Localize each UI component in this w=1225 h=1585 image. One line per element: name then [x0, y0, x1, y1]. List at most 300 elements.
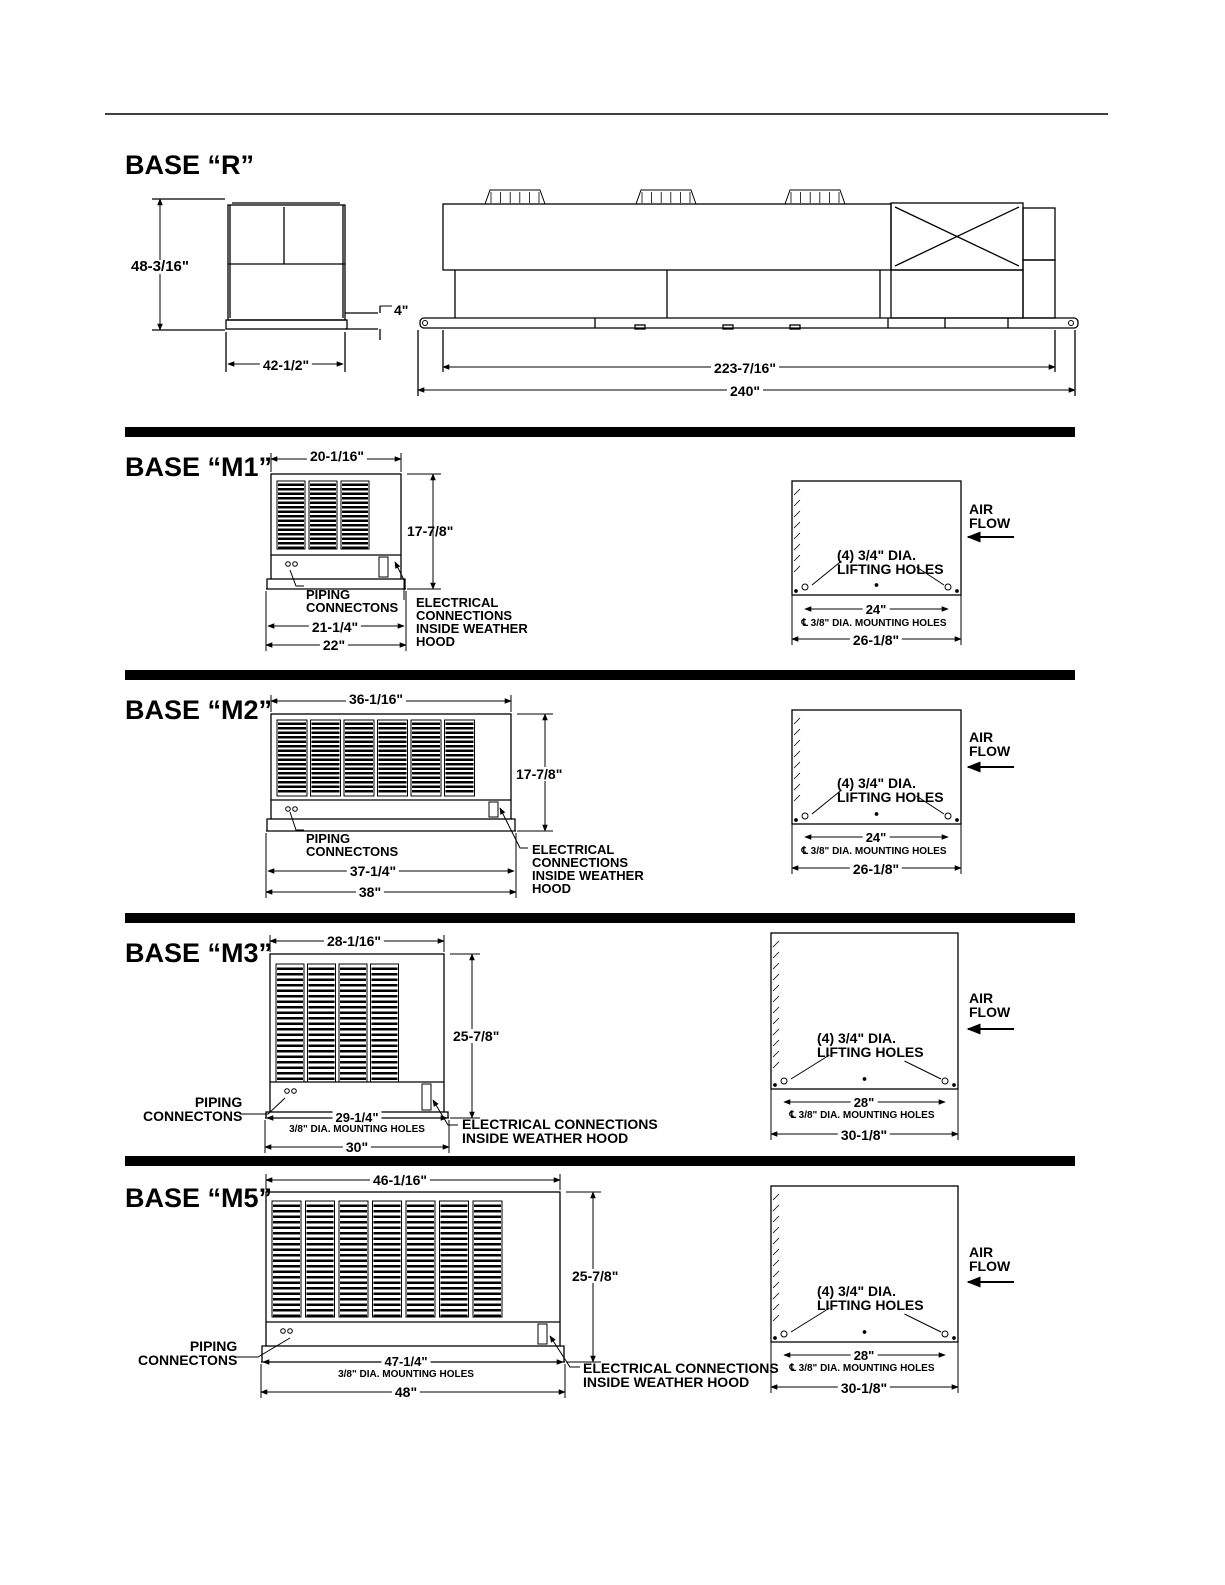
- grille-slat: [340, 1271, 367, 1274]
- hatch-mark: [773, 1216, 779, 1222]
- grille-slat: [307, 1315, 334, 1318]
- hatch-mark: [794, 784, 800, 790]
- m1-side-mounting: ℄ 3/8" DIA. MOUNTING HOLES: [801, 618, 947, 629]
- grille-slat: [278, 488, 304, 491]
- grille-slat: [407, 1260, 434, 1263]
- grille-slat: [446, 781, 474, 784]
- grille-slat: [342, 533, 368, 536]
- grille-slat: [273, 1282, 300, 1285]
- section-title-m3: BASE “M3”: [125, 938, 273, 968]
- grille-slat: [277, 990, 303, 993]
- grille-slat: [340, 1282, 367, 1285]
- grille-slat: [374, 1254, 401, 1257]
- grille-slat: [340, 1023, 366, 1026]
- grille-slat: [310, 515, 336, 518]
- grille-slat: [379, 754, 407, 757]
- grille-slat: [310, 547, 336, 550]
- grille-slat: [441, 1260, 468, 1263]
- m5-airflow-label: AIR FLOW: [969, 1244, 1011, 1274]
- grille-slat: [340, 1227, 367, 1230]
- grille-slat: [277, 1050, 303, 1053]
- hatch-mark: [794, 566, 800, 572]
- grille-slat: [340, 1216, 367, 1219]
- grille-slat: [307, 1205, 334, 1208]
- grille-slat: [407, 1221, 434, 1224]
- hatch-mark: [794, 500, 800, 506]
- grille-slat: [340, 1001, 366, 1004]
- grille-slat: [379, 745, 407, 748]
- grille-slat: [273, 1227, 300, 1230]
- grille-slat: [273, 1243, 300, 1246]
- grille-slat: [474, 1249, 501, 1252]
- grille-slat: [340, 1232, 367, 1235]
- grille-slat: [446, 727, 474, 730]
- grille-slat: [340, 1304, 367, 1307]
- hatch-mark: [773, 1018, 779, 1024]
- grille-slat: [446, 768, 474, 771]
- grille-slat: [342, 506, 368, 509]
- fan-guard: [785, 190, 845, 204]
- grille-slat: [441, 1232, 468, 1235]
- grille-slat: [307, 1210, 334, 1213]
- divider-bar: [125, 427, 1075, 437]
- grille-column: [277, 720, 307, 796]
- lifting-leader: [905, 1314, 942, 1332]
- grille-slat: [474, 1298, 501, 1301]
- corner-dot: [956, 819, 958, 821]
- grille-slat: [312, 790, 340, 793]
- grille-slat: [307, 1282, 334, 1285]
- grille-slat: [307, 1271, 334, 1274]
- grille-slat: [345, 723, 373, 726]
- grille-slat: [312, 754, 340, 757]
- grille-slat: [278, 533, 304, 536]
- grille-slat: [407, 1216, 434, 1219]
- center-dot: [875, 813, 877, 815]
- grille-slat: [407, 1265, 434, 1268]
- grille-slat: [277, 984, 303, 987]
- grille-slat: [309, 1072, 335, 1075]
- grille-slat: [310, 542, 336, 545]
- grille-slat: [307, 1265, 334, 1268]
- divider-bar: [125, 913, 1075, 923]
- grille-slat: [273, 1249, 300, 1252]
- section-title-r: BASE “R”: [125, 150, 255, 180]
- grille-slat: [407, 1232, 434, 1235]
- grille-slat: [277, 1034, 303, 1037]
- grille-slat: [312, 777, 340, 780]
- grille-slat: [278, 529, 304, 532]
- grille-slat: [474, 1243, 501, 1246]
- grille-slat: [340, 995, 366, 998]
- grille-slat: [273, 1210, 300, 1213]
- center-dot: [863, 1078, 865, 1080]
- grille-slat: [340, 1287, 367, 1290]
- lifting-hole: [802, 584, 808, 590]
- grille-slat: [277, 1006, 303, 1009]
- m2-side-overall: 26-1/8": [850, 862, 902, 876]
- grille-slat: [307, 1243, 334, 1246]
- grille-slat: [379, 763, 407, 766]
- grille-slat: [441, 1227, 468, 1230]
- hatch-mark: [794, 740, 800, 746]
- hatch-mark: [773, 952, 779, 958]
- side-outline: [771, 933, 958, 1089]
- grille-slat: [307, 1287, 334, 1290]
- grille-slat: [474, 1315, 501, 1318]
- grille-slat: [342, 484, 368, 487]
- grille-slat: [412, 781, 440, 784]
- grille-slat: [312, 723, 340, 726]
- grille-slat: [307, 1309, 334, 1312]
- rail-notch: [790, 325, 800, 329]
- grille-slat: [277, 1072, 303, 1075]
- lifting-hole: [945, 813, 951, 819]
- grille-slat: [340, 1061, 366, 1064]
- grille-slat: [309, 1067, 335, 1070]
- grille-slat: [342, 497, 368, 500]
- grille-slat: [374, 1232, 401, 1235]
- grille-slat: [446, 786, 474, 789]
- grille-slat: [310, 529, 336, 532]
- hatch-mark: [773, 963, 779, 969]
- hatch-mark: [794, 522, 800, 528]
- grille-slat: [474, 1309, 501, 1312]
- grille-slat: [309, 1078, 335, 1081]
- grille-slat: [446, 745, 474, 748]
- m2-side-mounting: ℄ 3/8" DIA. MOUNTING HOLES: [801, 846, 947, 857]
- grille-slat: [374, 1315, 401, 1318]
- grille-slat: [446, 754, 474, 757]
- grille-slat: [412, 790, 440, 793]
- grille-slat: [312, 759, 340, 762]
- grille-slat: [374, 1271, 401, 1274]
- grille-slat: [277, 1056, 303, 1059]
- grille-slat: [340, 1045, 366, 1048]
- grille-slat: [374, 1216, 401, 1219]
- grille-slat: [379, 772, 407, 775]
- grille-slat: [278, 745, 306, 748]
- r-base-rail: [420, 318, 1078, 328]
- grille-slat: [474, 1227, 501, 1230]
- base-skirt: [267, 819, 515, 831]
- grille-slat: [441, 1304, 468, 1307]
- grille-slat: [309, 1039, 335, 1042]
- grille-slat: [278, 547, 304, 550]
- grille-slat: [446, 741, 474, 744]
- grille-slat: [441, 1221, 468, 1224]
- grille-slat: [407, 1276, 434, 1279]
- grille-slat: [340, 1017, 366, 1020]
- r-lower-hood: [1023, 260, 1055, 318]
- grille-slat: [340, 990, 366, 993]
- grille-slat: [345, 768, 373, 771]
- lifting-hole: [945, 584, 951, 590]
- dim-m3-mount: 29-1/4": [332, 1111, 381, 1125]
- lifting-hole: [781, 1078, 787, 1084]
- grille-slat: [441, 1254, 468, 1257]
- grille-slat: [379, 750, 407, 753]
- dim-m5-overall: 48": [392, 1385, 420, 1399]
- grille-slat: [278, 768, 306, 771]
- grille-slat: [307, 1249, 334, 1252]
- piping-hole: [293, 807, 298, 812]
- grille-slat: [374, 1205, 401, 1208]
- grille-slat: [278, 732, 306, 735]
- dim-m2-top: 36-1/16": [346, 692, 406, 706]
- grille-slat: [340, 1276, 367, 1279]
- corner-dot: [795, 819, 797, 821]
- grille-slat: [277, 995, 303, 998]
- grille-slat: [273, 1205, 300, 1208]
- grille-slat: [309, 1012, 335, 1015]
- hatch-mark: [773, 1238, 779, 1244]
- grille-slat: [273, 1232, 300, 1235]
- grille-slat: [309, 1045, 335, 1048]
- grille-slat: [340, 1039, 366, 1042]
- grille-slat: [372, 968, 398, 971]
- grille-slat: [310, 484, 336, 487]
- hatch-mark: [773, 985, 779, 991]
- grille-slat: [412, 754, 440, 757]
- grille-slat: [278, 502, 304, 505]
- grille-slat: [273, 1238, 300, 1241]
- grille-slat: [278, 723, 306, 726]
- grille-slat: [446, 777, 474, 780]
- grille-slat: [278, 772, 306, 775]
- grille-slat: [474, 1221, 501, 1224]
- grille-slat: [340, 968, 366, 971]
- grille-slat: [441, 1216, 468, 1219]
- grille-slat: [446, 736, 474, 739]
- hatch-mark: [773, 1282, 779, 1288]
- grille-slat: [278, 790, 306, 793]
- grille-slat: [407, 1254, 434, 1257]
- grille-slat: [345, 777, 373, 780]
- grille-slat: [277, 1017, 303, 1020]
- piping-hole: [286, 807, 291, 812]
- rail-notch: [635, 325, 645, 329]
- r-lower-box: [891, 270, 1023, 318]
- grille-slat: [278, 727, 306, 730]
- grille-slat: [277, 1039, 303, 1042]
- grille-slat: [372, 1006, 398, 1009]
- grille-slat: [374, 1293, 401, 1296]
- grille-slat: [345, 736, 373, 739]
- grille-slat: [340, 1293, 367, 1296]
- grille-slat: [307, 1238, 334, 1241]
- grille-slat: [372, 984, 398, 987]
- grille-slat: [379, 781, 407, 784]
- divider-bar: [125, 1156, 1075, 1166]
- m2-lifting-holes-label: (4) 3/4" DIA. LIFTING HOLES: [837, 775, 944, 805]
- mounting-hole: [1069, 321, 1074, 326]
- grille-slat: [379, 786, 407, 789]
- hatch-mark: [773, 974, 779, 980]
- grille-slat: [273, 1271, 300, 1274]
- grille-slat: [474, 1293, 501, 1296]
- grille-slat: [312, 736, 340, 739]
- grille-slat: [278, 781, 306, 784]
- side-outline: [771, 1186, 958, 1342]
- grille-slat: [340, 1260, 367, 1263]
- grille-slat: [407, 1282, 434, 1285]
- grille-slat: [310, 538, 336, 541]
- grille-slat: [278, 520, 304, 523]
- grille-slat: [374, 1282, 401, 1285]
- fan-guard: [636, 190, 696, 204]
- grille-slat: [310, 497, 336, 500]
- grille-slat: [340, 1006, 366, 1009]
- grille-slat: [342, 524, 368, 527]
- grille-slat: [372, 1034, 398, 1037]
- m5-side-mounting: ℄ 3/8" DIA. MOUNTING HOLES: [789, 1363, 935, 1374]
- grille-slat: [312, 732, 340, 735]
- grille-slat: [372, 1072, 398, 1075]
- piping-hole: [293, 562, 298, 567]
- section-title-m2: BASE “M2”: [125, 695, 273, 725]
- center-dot: [863, 1331, 865, 1333]
- m2-side-span: 24": [863, 831, 890, 845]
- hatch-mark: [794, 795, 800, 801]
- grille-slat: [340, 1265, 367, 1268]
- r-base-rail: [226, 320, 347, 329]
- grille-slat: [372, 1078, 398, 1081]
- hatch-mark: [794, 533, 800, 539]
- grille-slat: [278, 497, 304, 500]
- grille-slat: [342, 538, 368, 541]
- grille-slat: [310, 520, 336, 523]
- grille-slat: [342, 511, 368, 514]
- grille-column: [311, 720, 341, 796]
- grille-slat: [474, 1260, 501, 1263]
- weather-hood: [489, 802, 498, 817]
- m2-piping-label: PIPING CONNECTONS: [306, 831, 399, 859]
- grille-slat: [441, 1276, 468, 1279]
- grille-slat: [474, 1282, 501, 1285]
- grille-slat: [273, 1216, 300, 1219]
- grille-slat: [412, 768, 440, 771]
- m3-electrical-label: ELECTRICAL CONNECTIONS INSIDE WEATHER HOOD: [462, 1116, 658, 1146]
- dim-m1-top: 20-1/16": [307, 449, 367, 463]
- corner-dot: [795, 590, 797, 592]
- grille-slat: [372, 1045, 398, 1048]
- m1-airflow-label: AIR FLOW: [969, 501, 1011, 531]
- grille-slat: [312, 786, 340, 789]
- m3-side-span: 28": [851, 1096, 878, 1110]
- hatch-mark: [773, 1271, 779, 1277]
- dim-r-inner-length: 223-7/16": [711, 361, 779, 375]
- grille-slat: [345, 786, 373, 789]
- rail-notch: [723, 325, 733, 329]
- grille-slat: [474, 1210, 501, 1213]
- grille-slat: [374, 1309, 401, 1312]
- grille-slat: [340, 1050, 366, 1053]
- grille-slat: [441, 1315, 468, 1318]
- grille-slat: [307, 1221, 334, 1224]
- grille-slat: [407, 1205, 434, 1208]
- hatch-mark: [794, 511, 800, 517]
- grille-slat: [372, 979, 398, 982]
- grille-slat: [412, 786, 440, 789]
- m2-airflow-label: AIR FLOW: [969, 729, 1011, 759]
- grille-slat: [441, 1265, 468, 1268]
- grille-slat: [446, 723, 474, 726]
- grille-slat: [309, 1006, 335, 1009]
- grille-slat: [441, 1287, 468, 1290]
- grille-slat: [474, 1205, 501, 1208]
- lifting-hole: [781, 1331, 787, 1337]
- grille-slat: [407, 1309, 434, 1312]
- grille-slat: [441, 1271, 468, 1274]
- dim-m5-mount: 47-1/4": [381, 1355, 430, 1369]
- grille-slat: [474, 1276, 501, 1279]
- hatch-mark: [794, 544, 800, 550]
- r-hood: [1023, 208, 1055, 260]
- grille-slat: [372, 1028, 398, 1031]
- grille-slat: [374, 1249, 401, 1252]
- grille-slat: [307, 1227, 334, 1230]
- dim-m3-mount-note: 3/8" DIA. MOUNTING HOLES: [289, 1124, 425, 1135]
- grille-slat: [278, 511, 304, 514]
- grille-column: [378, 720, 408, 796]
- grille-slat: [441, 1293, 468, 1296]
- grille-slat: [374, 1298, 401, 1301]
- hatch-mark: [794, 729, 800, 735]
- corner-dot: [953, 1084, 955, 1086]
- grille-slat: [312, 750, 340, 753]
- grille-slat: [340, 1056, 366, 1059]
- grille-slat: [310, 524, 336, 527]
- grille-slat: [345, 790, 373, 793]
- grille-slat: [309, 1050, 335, 1053]
- hatch-mark: [773, 1315, 779, 1321]
- grille-slat: [309, 995, 335, 998]
- hatch-mark: [794, 489, 800, 495]
- grille-slat: [345, 750, 373, 753]
- grille-slat: [310, 502, 336, 505]
- grille-slat: [374, 1260, 401, 1263]
- grille-slat: [278, 741, 306, 744]
- hatch-mark: [773, 1194, 779, 1200]
- hatch-mark: [773, 1029, 779, 1035]
- grille-slat: [372, 973, 398, 976]
- grille-slat: [407, 1243, 434, 1246]
- grille-slat: [342, 542, 368, 545]
- hatch-mark: [794, 773, 800, 779]
- grille-slat: [307, 1304, 334, 1307]
- grille-slat: [309, 1023, 335, 1026]
- dim-m5-mount-note: 3/8" DIA. MOUNTING HOLES: [338, 1369, 474, 1380]
- grille-slat: [379, 723, 407, 726]
- grille-slat: [278, 542, 304, 545]
- grille-slat: [412, 732, 440, 735]
- grille-slat: [310, 511, 336, 514]
- grille-slat: [340, 1221, 367, 1224]
- grille-slat: [372, 1023, 398, 1026]
- side-outline: [792, 481, 961, 595]
- grille-slat: [277, 1061, 303, 1064]
- hatch-mark: [773, 996, 779, 1002]
- hatch-mark: [773, 1304, 779, 1310]
- grille-slat: [340, 1238, 367, 1241]
- hatch-mark: [773, 1260, 779, 1266]
- grille-slat: [307, 1260, 334, 1263]
- grille-slat: [340, 1243, 367, 1246]
- grille-slat: [310, 488, 336, 491]
- grille-slat: [379, 768, 407, 771]
- grille-slat: [342, 488, 368, 491]
